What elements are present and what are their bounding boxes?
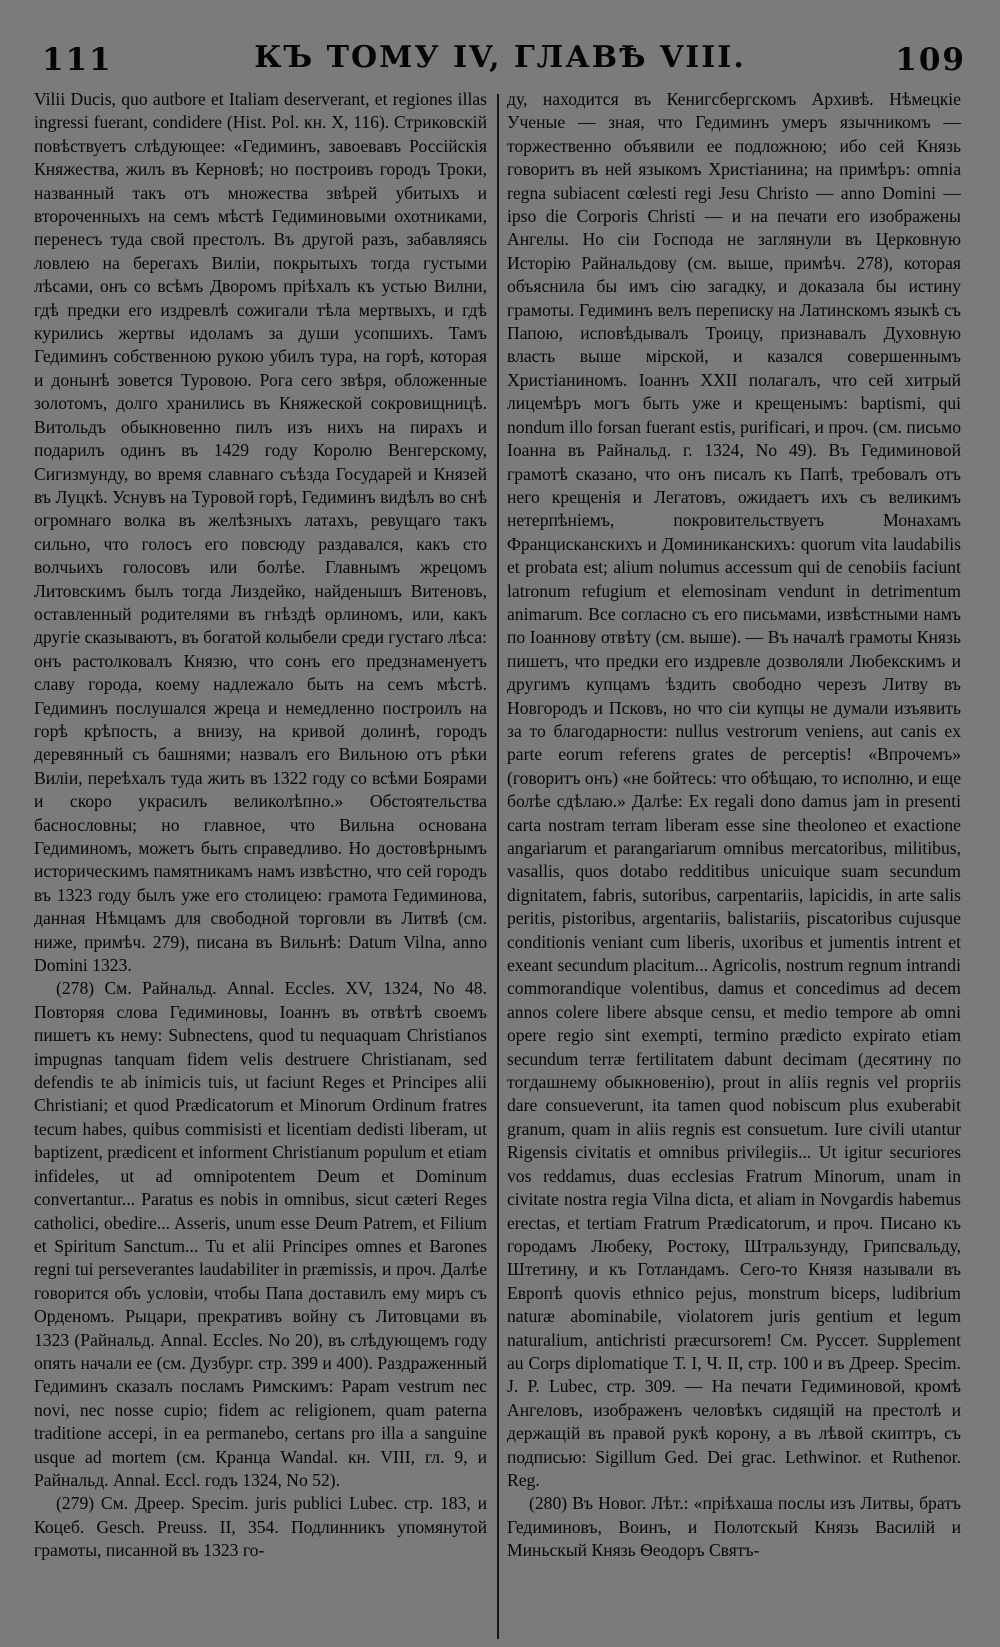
running-title: КЪ ТОМУ IV, ГЛАВѢ VIII.: [254, 40, 746, 75]
note-279-continuation: ду, находится въ Кенигсбергскомъ Архивѣ. Нѣмецкіе Ученые — зная, что Гедиминъ умеръ язычникомъ — торжественно объявили ее подложною; ибо сей Князь говоритъ въ ней языкомъ Христіанина; на примѣръ: omnia regna subiacent cœlesti regi Jesu Christo — anno Domini — ipso die Corporis Christi — и на печати его изображены Ангелы. Но сіи Господа не заглянули въ Церковную Исторію Райнальдову (см. выше, примѣч. 278), которая объяснила бы имъ сію загадку, и доказала бы истину грамоты. Гедиминъ велъ переписку на Латинскомъ языкѣ съ Папою, исповѣдывалъ Троицу, признавалъ Духовную власть выше мірской, и казался совершеннымъ Христіаниномъ. Іоаннъ XXII полагалъ, что сей хитрый лицемѣръ могъ быть уже и крещенымъ: baptismi, qui nondum illo forsan fuerant estis, purificari, и проч. (см. письмо Іоанна въ Райнальд. г. 1324, No 49). Въ Гедиминовой грамотѣ сказано, что онъ писалъ къ Папѣ, требовалъ отъ него крещенія и Легатовъ, ожидаетъ ихъ съ великимъ нетерпѣніемъ, покровительствуетъ Монахамъ Францисканскихъ и Доминиканскихъ: quorum vita laudabilis et probata est; alium nolumus accessum qui de cenobiis faciunt latronum refugium et elemosinam vendunt in detrimentum animarum. Все согласно съ его письмами, извѣстными намъ по Іоаннову отвѣту (см. выше). — Въ началѣ грамоты Князь пишетъ, что предки его издревле дозволяли Любекскимъ и другимъ купцамъ ѣздить свободно черезъ Литву въ Новгородъ и Псковъ, но что сіи купцы не думали изъявить за то благодарности: nullus vestrorum veniens, aut canis ex parte eorum referens grates de perceptis! «Впрочемъ» (говоритъ онъ) «не бойтесь: что обѣщаю, то исполню, и еще болѣе сдѣлаю.» Далѣе: Ex regali dono damus jam in presenti carta nostram terram liberam esse sine theoloneo et exactione angariarum et parangariarum omnibus mercatoribus, militibus, vasallis, quos dotabo redditibus unicuique suam secundum dignitatem, fabris, sutoribus, carpentariis, lapicidis, in arte salis peritis, pistoribus, argentariis, balistariis, piscatoribus cujusque conditionis veniant cum liberis, uxoribus et jumentis intrent et exeant secundum placitum... Agricolis, nostrum regnum intrandi commorandique volentibus, damus et concedimus ad decem annos colere libere absque censu, et medio tempore ab omni opere regio sint exempti, termino prædicto expirato etiam secundum terræ fertilitatem dabunt decimam (десятину по тогдашнему обыкновенію), prout in aliis regnis vel propriis dare consueverunt, ita tamen quod nobiscum plus exuberabit granum, quam in aliis regnis est consuetum. Iure civili utantur Rigensis civitatis et omnibus privilegiis... Ut igitur securiores vos reddamus, duas ecclesias Fratrum Minorum, unam in civitate nostra regia Vilna dicta, et aliam in Novgardis habemus erectas, et tertiam Fratrum Prædicatorum, и проч. Писано къ городамъ Любеку, Ростоку, Штральзунду, Грипсвальду, Штетину, и къ Готландамъ. Сего-то Князя называли въ Европѣ quovis ethnico pejus, monstrum biceps, ludibrium naturæ abominabile, violatorem juris gentium et legum naturalium, antichristi præcursorem! См. Руссет. Supplement au Corps diplomatique Т. I, Ч. II, стр. 100 и въ Дреер. Specim. J. P. Lubec, стр. 309. — На печати Гедиминовой, кромѣ Ангеловъ, изображенъ человѣкъ сидящій на престолѣ и держащій въ правой рукѣ корону, а въ лѣвой скиптръ, съ подписью: Sigillum Ged. Dei grac. Lethwinor. et Ruthenor. Reg.: [507, 89, 961, 1490]
page-number-left: 111: [42, 42, 113, 78]
note-277-continuation: Vilii Ducis, quo autbore et Italiam deserverant, et regiones illas ingressi fuerant, condidere (Hist. Pol. кн. X, 116). Стриковскій повѣствуетъ слѣдующее: «Гедиминъ, завоевавъ Россійскія Княжества, жилъ въ Керновѣ; но построивъ городъ Троки, названный такъ отъ множества звѣрей убитыхъ и второченныхъ на семъ мѣстѣ Гедиминовыми охотниками, перенесъ туда свой престолъ. Въ другой разъ, забавляясь ловлею на берегахъ Виліи, покрытыхъ тогда густыми лѣсами, онъ со всѣмъ Дворомъ пріѣхалъ къ устью Вилни, гдѣ предки его издревлѣ сожигали тѣла мертвыхъ, и гдѣ курились жертвы идоламъ за души усопшихъ. Тамъ Гедиминъ собственною рукою убилъ тура, на горѣ, которая и донынѣ зовется Туровою. Рога сего звѣря, обложенные золотомъ, долго хранились въ Княжеской сокровищницѣ. Витольдъ обыкновенно пилъ изъ нихъ на пирахъ и подарилъ одинъ въ 1429 году Королю Венгерскому, Сигизмунду, во время славнаго съѣзда Государей и Князей въ Луцкѣ. Уснувъ на Туровой горѣ, Гедиминъ видѣлъ во снѣ огромнаго волка въ желѣзныхъ латахъ, ревущаго такъ сильно, что голосъ его повсюду раздавался, какъ сто волчьихъ голосовъ или болѣе. Главнымъ жрецомъ Литовскимъ былъ тогда Лиздейко, найденышъ Витеновъ, оставленный родителями въ гнѣздѣ орлиномъ, или, какъ другіе сказываютъ, въ богатой колыбели среди густаго лѣса: онъ растолковалъ Князю, что сонъ его предзнаменуетъ славу города, коему надлежало быть на семъ мѣстѣ. Гедиминъ послушался жреца и немедленно построилъ на горѣ крѣпость, а внизу, на кривой долинѣ, городъ деревянный съ башнями; назвалъ его Вильною отъ рѣки Виліи, переѣхалъ туда жить въ 1322 году со всѣми Боярами и скоро украсилъ великолѣпно.» Обстоятельства баснословны; но главное, что Вильна основана Гедиминомъ, можетъ быть справедливо. Но достовѣрнымъ историческимъ памятникамъ намъ извѣстно, что сей городъ въ 1323 году былъ уже его столицею: грамота Гедиминова, данная Нѣмцамъ для свободной торговли въ Литвѣ (см. ниже, примѣч. 279), писана въ Вильнѣ: Datum Vilna, anno Domini 1323.: [34, 89, 487, 976]
page-header: [30, 38, 970, 82]
note-279-start: (279) См. Дреер. Specim. juris publici Lubec. стр. 183, и Коцеб. Gesch. Preuss. II, 354. Подлинникъ упомянутой грамоты, писанной въ 1323 го-: [34, 1493, 487, 1561]
page-number-right: 109: [895, 42, 966, 78]
note-280-start: (280) Въ Новог. Лѣт.: «пріѣхаша послы изъ Литвы, братъ Гедиминовъ, Воинъ, и Полотскый Князь Василій и Миньскый Князь Ѳеодоръ Святъ-: [507, 1493, 961, 1561]
right-column: [507, 88, 961, 1563]
column-divider: [497, 94, 499, 1639]
note-278: (278) См. Райнальд. Annal. Eccles. XV, 1324, No 48. Повторяя слова Гедиминовы, Іоаннъ въ отвѣтѣ своемъ пишетъ къ нему: Subnectens, quod tu nequaquam Christianos impugnas tanquam fidem velis destruere Christianam, sed defendis te ab inimicis tuis, ut faciunt Reges et Principes alii Christiani; et quod Prædicatorum et Minorum Ordinum fratres tecum habes, quibus commisisti et licentiam dedisti liberam, ut baptizent, prædicent et informent Christianum populum et etiam infideles, ut ad omnipotentem Deum et Dominum convertantur... Paratus es nobis in omnibus, sicut cæteri Reges catholici, obedire... Asseris, unum esse Deum Patrem, et Filium et Spiritum Sanctum... Tu et alii Principes omnes et Barones regni tui perseverantes laudabiliter in præmissis, и проч. Далѣе говорится объ условіи, чтобы Папа доставилъ ему миръ съ Орденомъ. Рыцари, прекративъ войну съ Литовцами въ 1323 (Райнальд. Annal. Eccles. No 20), въ слѣдующемъ году опять начали ее (см. Дузбург. стр. 399 и 400). Раздраженный Гедиминъ сказалъ посламъ Римскимъ: Papam vestrum nec novi, nec nosse cupio; fidem ac religionem, quam paterna traditione accepi, in ea permanebo, certans pro illa a sanguine usque ad mortem (см. Кранца Wandal. кн. VIII, гл. 9, и Райнальд. Annal. Eccl. годъ 1324, No 52).: [34, 978, 487, 1490]
left-column: [34, 88, 487, 1563]
